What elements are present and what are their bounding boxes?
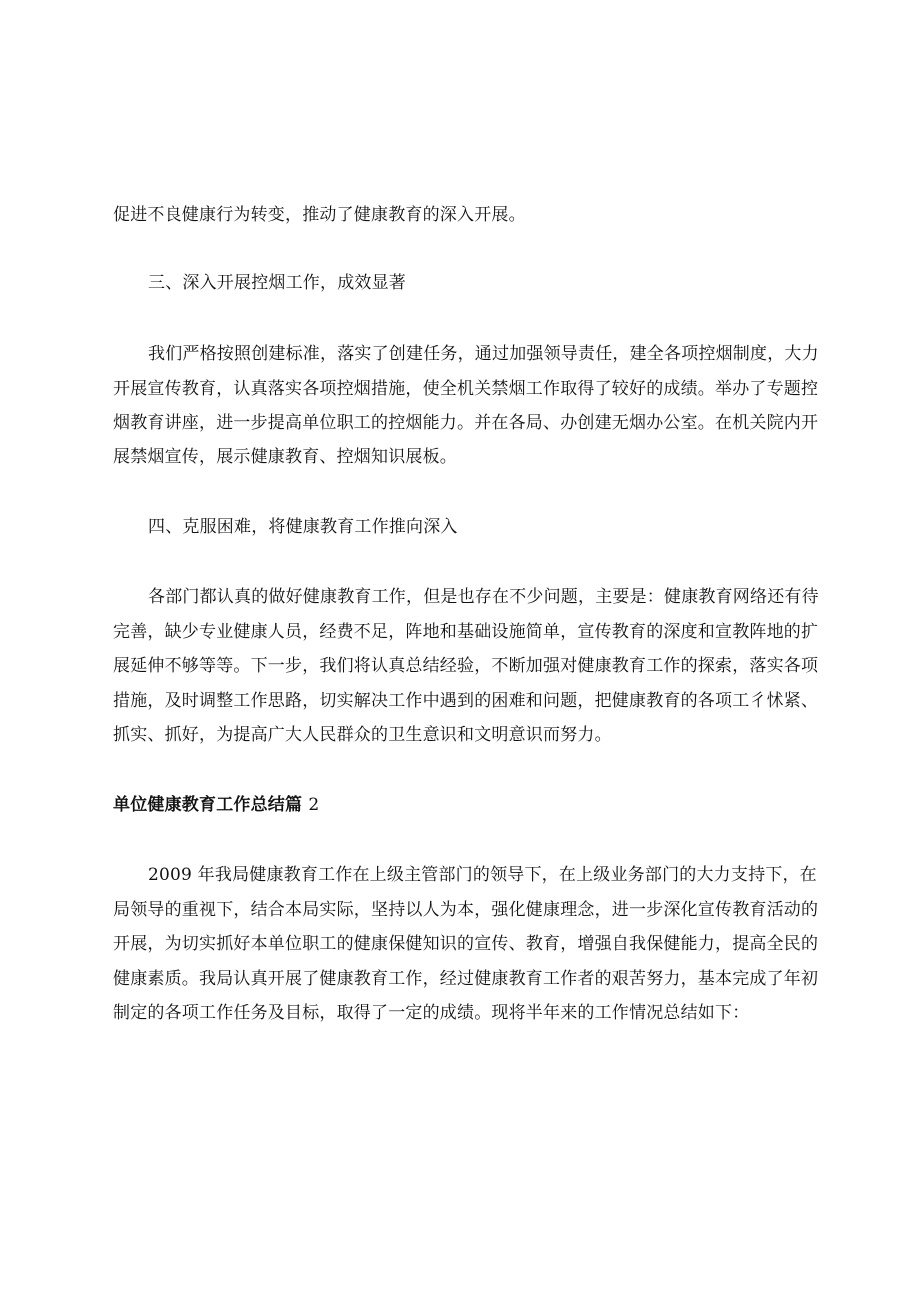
paragraph-line: 抓实、抓好，为提高广大人民群众的卫生意识和文明意识而努力。 [113, 725, 612, 745]
article-title-text: 单位健康教育工作总结篇 [113, 795, 303, 815]
paragraph-line: 促进不良健康行为转变，推动了健康教育的深入开展。 [113, 205, 526, 225]
paragraph-line: 开展宣传教育，认真落实各项控烟措施，使全机关禁烟工作取得了较好的成绩。举办了专题控 [113, 379, 819, 399]
year-text: 2009 [148, 865, 193, 885]
paragraph-line: 我们严格按照创建标准，落实了创建任务，通过加强领导责任，建全各项控烟制度，大力 [148, 344, 819, 364]
article-title-number: 2 [308, 795, 320, 815]
paragraph-line: 开展，为切实抓好本单位职工的健康保健知识的宣传、教育，增强自我保健能力，提高全民的 [113, 934, 819, 954]
article-title [113, 793, 319, 817]
paragraph-line [148, 863, 817, 887]
paragraph-line: 烟教育讲座，进一步提高单位职工的控烟能力。并在各局、办创建无烟办公室。在机关院内开 [113, 413, 819, 433]
paragraph-line: 局领导的重视下，结合本局实际，坚持以人为本，强化健康理念，进一步深化宣传教育活动的 [113, 900, 819, 920]
section-heading-smoking-control: 三、深入开展控烟工作，成效显著 [148, 273, 406, 293]
paragraph-line: 完善，缺少专业健康人员，经费不足，阵地和基础设施简单，宣传教育的深度和宣教阵地的扩 [113, 622, 819, 642]
paragraph-line: 健康素质。我局认真开展了健康教育工作，经过健康教育工作者的艰苦努力，基本完成了年初 [113, 969, 819, 989]
paragraph-line-text: 年我局健康教育工作在上级主管部门的领导下，在上级业务部门的大力支持下，在 [192, 865, 817, 885]
section-heading-overcome-difficulties: 四、克服困难，将健康教育工作推向深入 [148, 517, 458, 537]
paragraph-line: 展禁烟宣传，展示健康教育、控烟知识展板。 [113, 447, 457, 467]
paragraph-line: 展延伸不够等等。下一步，我们将认真总结经验，不断加强对健康教育工作的探索，落实各项 [113, 656, 819, 676]
paragraph-line: 各部门都认真的做好健康教育工作，但是也存在不少问题，主要是：健康教育网络还有待 [148, 587, 819, 607]
paragraph-line: 制定的各项工作任务及目标，取得了一定的成绩。现将半年来的工作情况总结如下： [113, 1003, 750, 1023]
paragraph-line: 措施，及时调整工作思路，切实解决工作中遇到的困难和问题，把健康教育的各项工彳怵紧、 [113, 691, 819, 711]
